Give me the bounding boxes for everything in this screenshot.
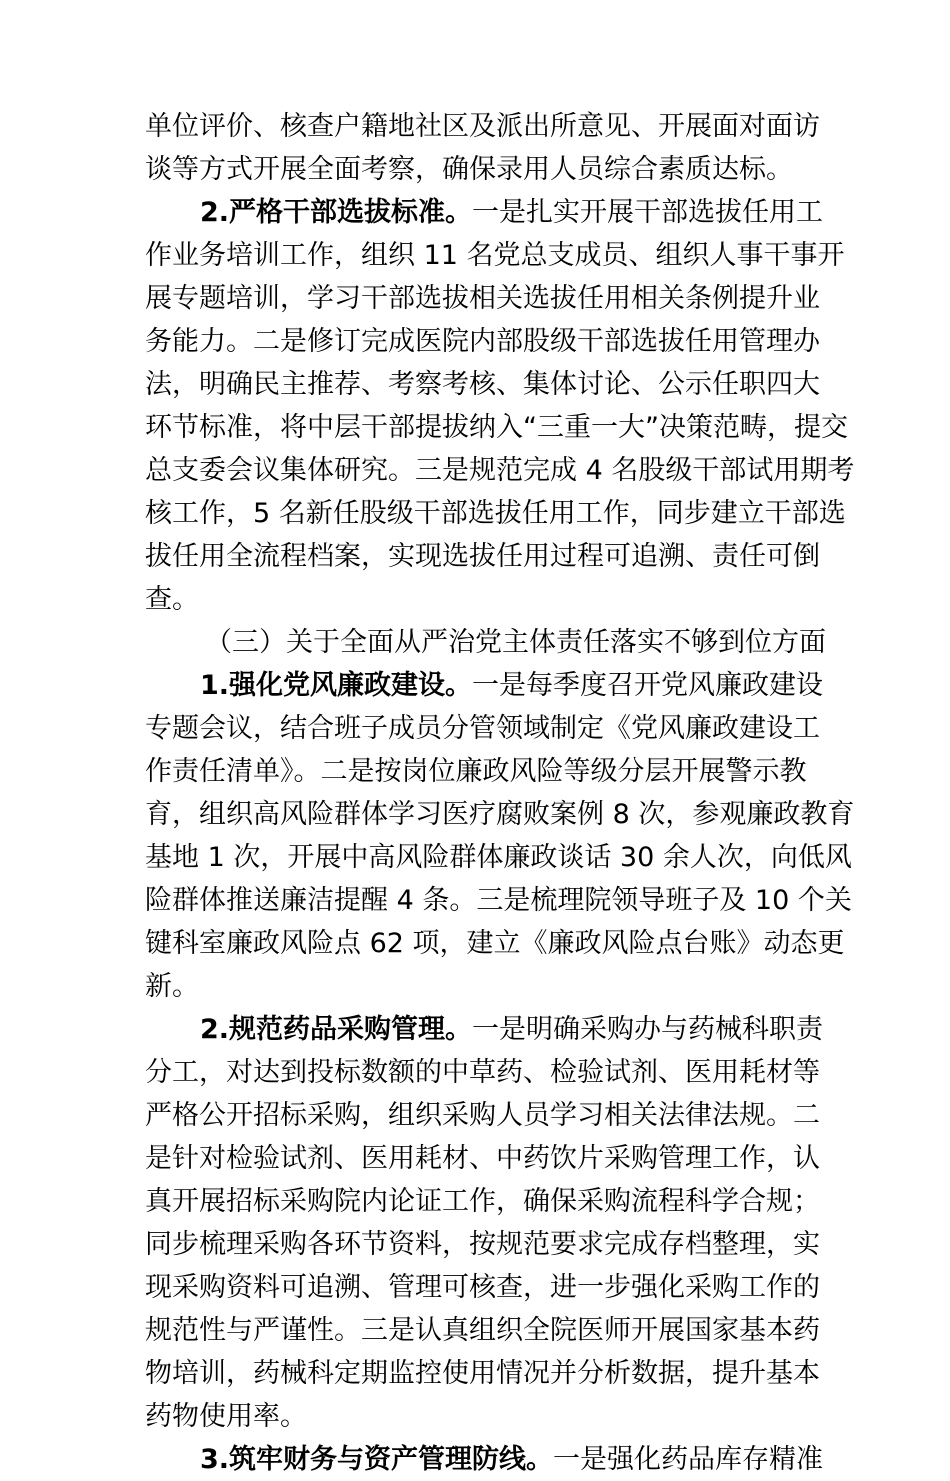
text-line (145, 234, 845, 277)
text-line (145, 1438, 824, 1481)
line-text: 核工作，5 名新任股级干部选拔任用工作，同步建立干部选 (145, 498, 846, 529)
line-text: 险群体推送廉洁提醒 4 条。三是梳理院领导班子及 10 个关 (145, 885, 852, 916)
text-line (145, 1094, 820, 1137)
text-line (145, 148, 805, 191)
text-line (145, 836, 852, 879)
text-line (145, 320, 820, 363)
text-line (145, 363, 820, 406)
text-line (145, 1352, 820, 1395)
line-text: 新。 (145, 971, 199, 1002)
item-title: 2.严格干部选拔标准。 (200, 197, 473, 228)
line-text: 作业务培训工作，组织 11 名党总支成员、组织人事干事开 (145, 240, 845, 271)
line-text: 现采购资料可追溯、管理可核查，进一步强化采购工作的 (145, 1272, 820, 1303)
line-text: 一是扎实开展干部选拔任用工 (472, 197, 824, 228)
text-line (145, 1008, 824, 1051)
line-text: 一是每季度召开党风廉政建设 (472, 670, 824, 701)
text-line (145, 1395, 805, 1438)
text-line (145, 1180, 820, 1223)
line-text: 严格公开招标采购，组织采购人员学习相关法律法规。二 (145, 1100, 820, 1131)
line-text: 查。 (145, 584, 199, 615)
line-text: 作责任清单》。二是按岗位廉政风险等级分层开展警示教 (145, 756, 807, 787)
line-text: 真开展招标采购院内论证工作，确保采购流程科学合规； (145, 1186, 820, 1217)
text-line (145, 191, 824, 234)
text-line (145, 492, 846, 535)
line-text: 环节标准，将中层干部提拔纳入“三重一大”决策范畴，提交 (145, 412, 848, 443)
line-text: 是针对检验试剂、医用耗材、中药饮片采购管理工作，认 (145, 1143, 820, 1174)
document-body (145, 105, 855, 1481)
line-text: 规范性与严谨性。三是认真组织全院医师开展国家基本药 (145, 1315, 820, 1346)
line-text: 务能力。二是修订完成医院内部股级干部选拔任用管理办 (145, 326, 820, 357)
text-line (145, 707, 820, 750)
text-line (145, 535, 820, 578)
text-line (145, 578, 805, 621)
line-text: 谈等方式开展全面考察，确保录用人员综合素质达标。 (145, 154, 793, 185)
line-text: 同步梳理采购各环节资料，按规范要求完成存档整理，实 (145, 1229, 820, 1260)
text-line (145, 449, 855, 492)
text-line (145, 406, 848, 449)
text-line (145, 1266, 820, 1309)
line-text: 物培训，药械科定期监控使用情况并分析数据，提升基本 (145, 1358, 820, 1389)
line-text: 拔任用全流程档案，实现选拔任用过程可追溯、责任可倒 (145, 541, 820, 572)
line-text: 一是强化药品库存精准 (553, 1444, 824, 1475)
line-text: 药物使用率。 (145, 1401, 307, 1432)
line-text: 键科室廉政风险点 62 项，建立《廉政风险点台账》动态更 (145, 928, 845, 959)
text-line (145, 1309, 820, 1352)
line-text: （三）关于全面从严治党主体责任落实不够到位方面 (205, 627, 826, 658)
text-line (145, 1137, 820, 1180)
line-text: 法，明确民主推荐、考察考核、集体讨论、公示任职四大 (145, 369, 820, 400)
text-line (145, 793, 855, 836)
text-line (145, 277, 820, 320)
text-line (145, 1223, 820, 1266)
text-line (145, 965, 805, 1008)
line-text: 专题会议，结合班子成员分管领域制定《党风廉政建设工 (145, 713, 820, 744)
section-heading (145, 621, 826, 664)
line-text: 育，组织高风险群体学习医疗腐败案例 8 次，参观廉政教育 (145, 799, 855, 830)
text-line (145, 1051, 820, 1094)
line-text: 总支委会议集体研究。三是规范完成 4 名股级干部试用期考 (145, 455, 855, 486)
line-text: 基地 1 次，开展中高风险群体廉政谈话 30 余人次，向低风 (145, 842, 852, 873)
line-text: 单位评价、核查户籍地社区及派出所意见、开展面对面访 (145, 111, 820, 142)
line-text: 分工，对达到投标数额的中草药、检验试剂、医用耗材等 (145, 1057, 820, 1088)
text-line (145, 922, 845, 965)
line-text: 一是明确采购办与药械科职责 (472, 1014, 824, 1045)
text-line (145, 105, 820, 148)
text-line (145, 879, 852, 922)
text-line (145, 664, 824, 707)
item-title: 3.筑牢财务与资产管理防线。 (200, 1444, 554, 1475)
text-line (145, 750, 805, 793)
line-text: 展专题培训，学习干部选拔相关选拔任用相关条例提升业 (145, 283, 820, 314)
item-title: 1.强化党风廉政建设。 (200, 670, 473, 701)
item-title: 2.规范药品采购管理。 (200, 1014, 473, 1045)
